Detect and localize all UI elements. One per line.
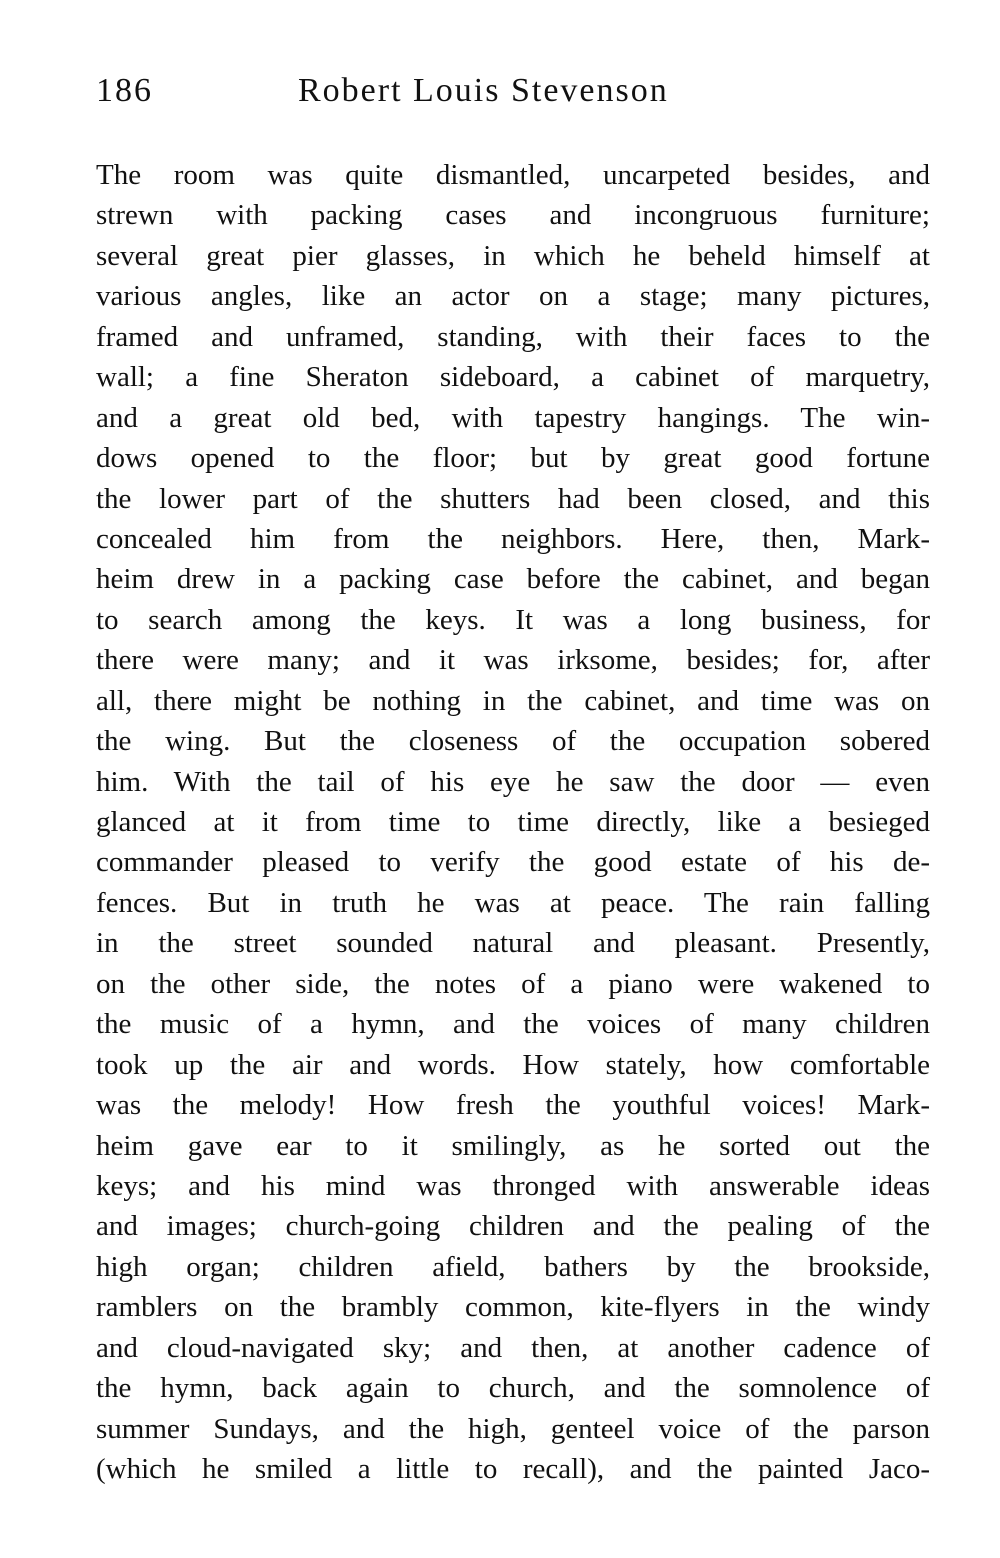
text-line: concealed him from the neighbors. Here, then, Mark- xyxy=(96,522,930,555)
text-line: fences. But in truth he was at peace. The rain falling xyxy=(96,886,930,919)
body-text xyxy=(96,155,930,1489)
running-head: Robert Louis Stevenson xyxy=(298,72,669,109)
text-line: high organ; children afield, bathers by the brookside, xyxy=(96,1250,930,1283)
text-line: took up the air and words. How stately, how comfortable xyxy=(96,1048,930,1081)
text-line: there were many; and it was irksome, besides; for, after xyxy=(96,644,930,677)
text-line: summer Sundays, and the high, genteel voice of the parson xyxy=(96,1412,930,1445)
text-line: framed and unframed, standing, with their faces to the xyxy=(96,320,930,353)
page-number: 186 xyxy=(96,72,153,109)
text-line: the music of a hymn, and the voices of many children xyxy=(96,1008,930,1041)
text-line: in the street sounded natural and pleasant. Presently, xyxy=(96,927,930,960)
text-line: wall; a fine Sheraton sideboard, a cabinet of marquetry, xyxy=(96,361,930,394)
text-line: various angles, like an actor on a stage; many pictures, xyxy=(96,280,930,313)
text-line: glanced at it from time to time directly, like a besieged xyxy=(96,806,930,838)
text-line: him. With the tail of his eye he saw the door — even xyxy=(96,765,930,798)
text-line: the hymn, back again to church, and the somnolence of xyxy=(96,1372,930,1405)
text-line: the lower part of the shutters had been closed, and this xyxy=(96,482,930,515)
text-line: strewn with packing cases and incongruous furniture; xyxy=(96,199,930,232)
text-line: the wing. But the closeness of the occupation sobered xyxy=(96,725,930,758)
text-line: and images; church-going children and the pealing of the xyxy=(96,1210,930,1243)
text-line: and cloud-navigated sky; and then, at another cadence of xyxy=(96,1331,930,1364)
text-line: The room was quite dismantled, uncarpeted besides, and xyxy=(96,159,930,191)
text-line: to search among the keys. It was a long business, for xyxy=(96,603,930,636)
text-line: several great pier glasses, in which he beheld himself at xyxy=(96,239,930,272)
text-line: heim gave ear to it smilingly, as he sorted out the xyxy=(96,1129,930,1162)
text-line: (which he smiled a little to recall), and the painted Jaco- xyxy=(96,1453,930,1485)
text-line: was the melody! How fresh the youthful voices! Mark- xyxy=(96,1089,930,1122)
page-header xyxy=(96,72,930,122)
text-line: all, there might be nothing in the cabinet, and time was on xyxy=(96,684,930,717)
text-line: and a great old bed, with tapestry hangings. The win- xyxy=(96,401,930,434)
text-line: ramblers on the brambly common, kite-flyers in the windy xyxy=(96,1291,930,1324)
text-line: dows opened to the floor; but by great good fortune xyxy=(96,442,930,475)
text-line: heim drew in a packing case before the cabinet, and began xyxy=(96,563,930,596)
text-line: on the other side, the notes of a piano were wakened to xyxy=(96,967,930,1000)
text-line: commander pleased to verify the good estate of his de- xyxy=(96,846,930,879)
text-line: keys; and his mind was thronged with answerable ideas xyxy=(96,1169,930,1202)
